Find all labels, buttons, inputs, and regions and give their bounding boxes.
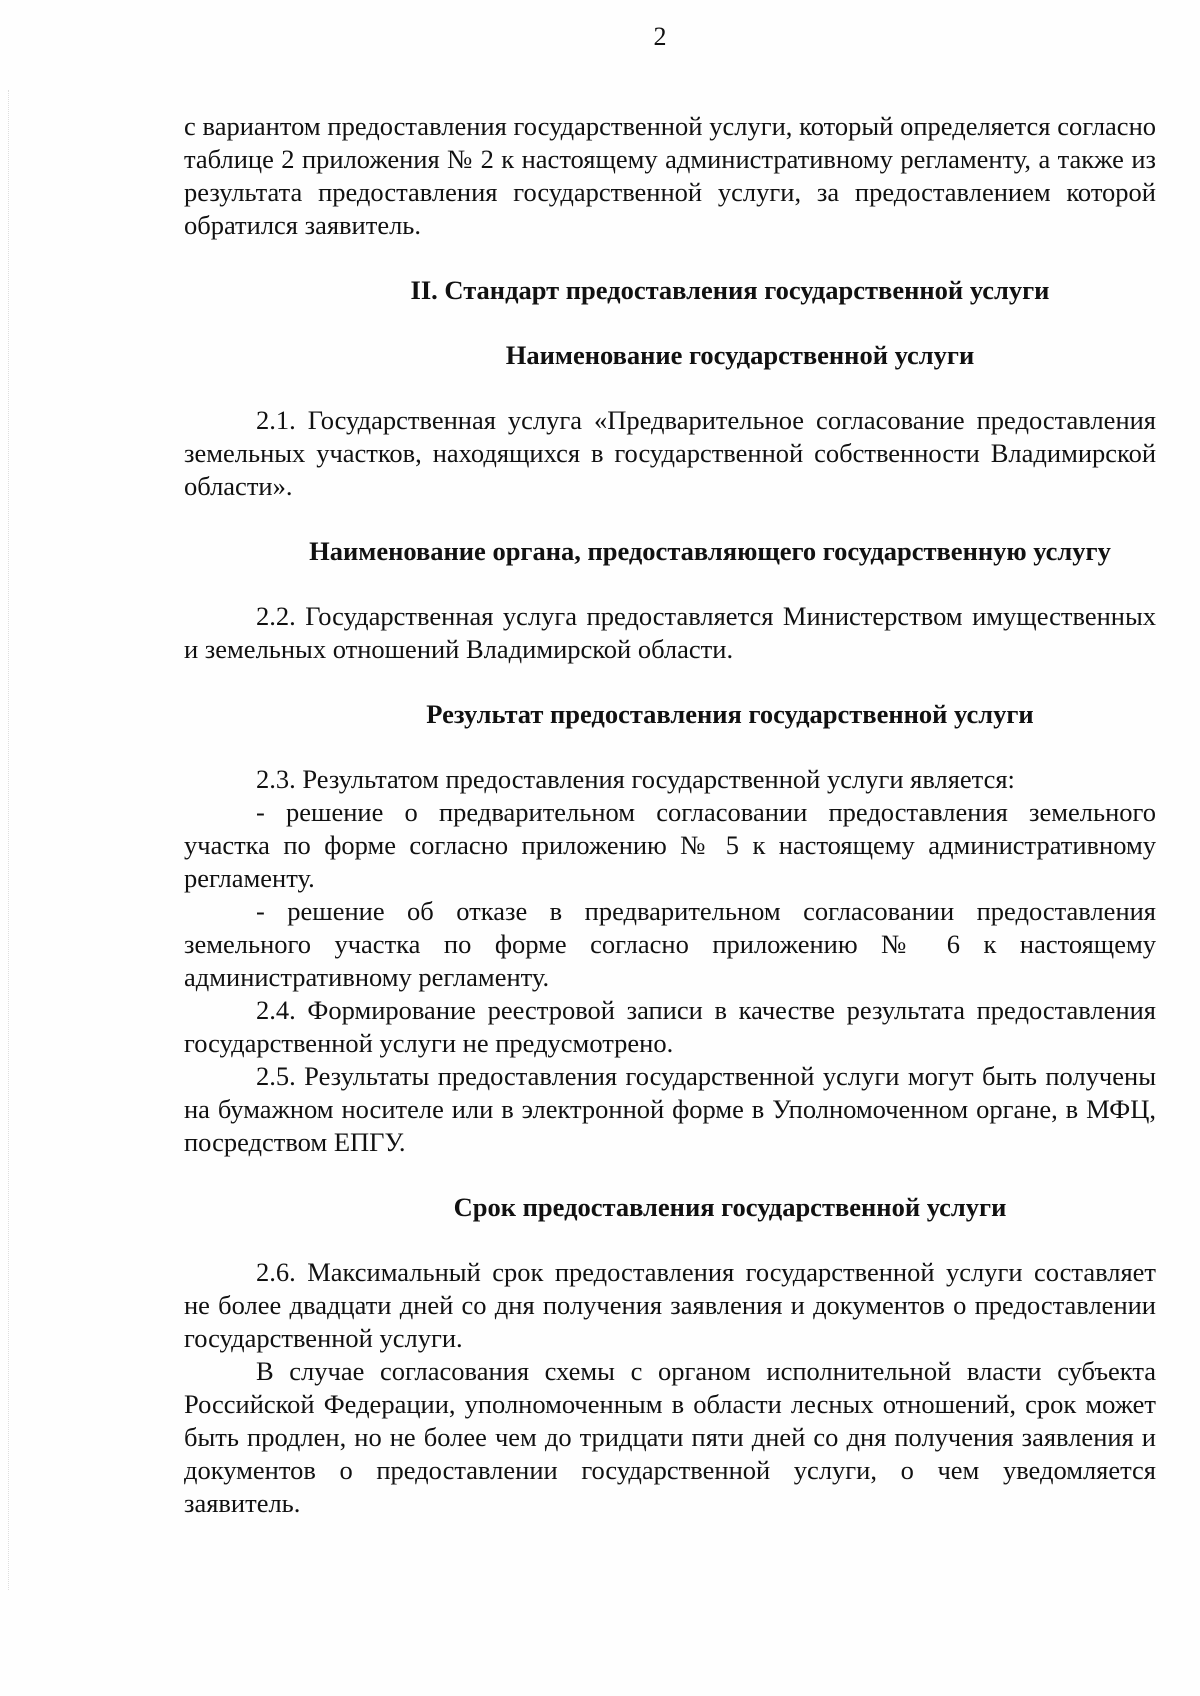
paragraph-2-1: 2.1. Государственная услуга «Предварительное согласование предоставления земельных участков, находящихся в государственной собственности Владимирской области». — [184, 405, 1156, 501]
service-name-heading: Наименование государственной услуги — [505, 340, 975, 370]
document-body — [184, 110, 1156, 1520]
paragraph-2-4: 2.4. Формирование реестровой записи в качестве результата предоставления государственной услуги не предусмотрено. — [184, 995, 1156, 1058]
paragraph-2-5: 2.5. Результаты предоставления государственной услуги могут быть получены на бумажном носителе или в электронной форме в Уполномоченном органе, в МФЦ, посредством ЕПГУ. — [184, 1061, 1156, 1157]
term-heading: Срок предоставления государственной услуги — [453, 1192, 1007, 1222]
paragraph-2-2: 2.2. Государственная услуга предоставляется Министерством имущественных и земельных отношений Владимирской области. — [184, 601, 1156, 664]
scan-margin-marks — [8, 90, 13, 1590]
result-heading: Результат предоставления государственной услуги — [426, 699, 1034, 729]
paragraph-2-3: 2.3. Результатом предоставления государственной услуги является: — [256, 764, 1015, 794]
result-item-1: - решение о предварительном согласовании предоставления земельного участка по форме согласно приложению № 5 к настоящему административному регламенту. — [184, 797, 1156, 893]
paragraph-2-6: 2.6. Максимальный срок предоставления государственной услуги составляет не более двадцати дней со дня получения заявления и документов о предоставлении государственной услуги. — [184, 1257, 1156, 1353]
intro-paragraph: с вариантом предоставления государственной услуги, который определяется согласно таблице 2 приложения № 2 к настоящему административному регламенту, а также из результата предоставления государственной услуги, за предоставлением которой обратился заявитель. — [184, 111, 1156, 240]
authority-heading: Наименование органа, предоставляющего государственную услугу — [309, 536, 1111, 566]
section-title: II. Стандарт предоставления государственной услуги — [410, 275, 1050, 305]
result-item-2: - решение об отказе в предварительном согласовании предоставления земельного участка по форме согласно приложению № 6 к настоящему административному регламенту. — [184, 896, 1156, 992]
extension-paragraph: В случае согласования схемы с органом исполнительной власти субъекта Российской Федерации, уполномоченным в области лесных отношений, срок может быть продлен, но не более чем до тридцати пяти дней со дня получения заявления и документов о предоставлении государственной услуги, о чем уведомляется заявитель. — [184, 1356, 1156, 1518]
page-number: 2 — [653, 22, 667, 51]
